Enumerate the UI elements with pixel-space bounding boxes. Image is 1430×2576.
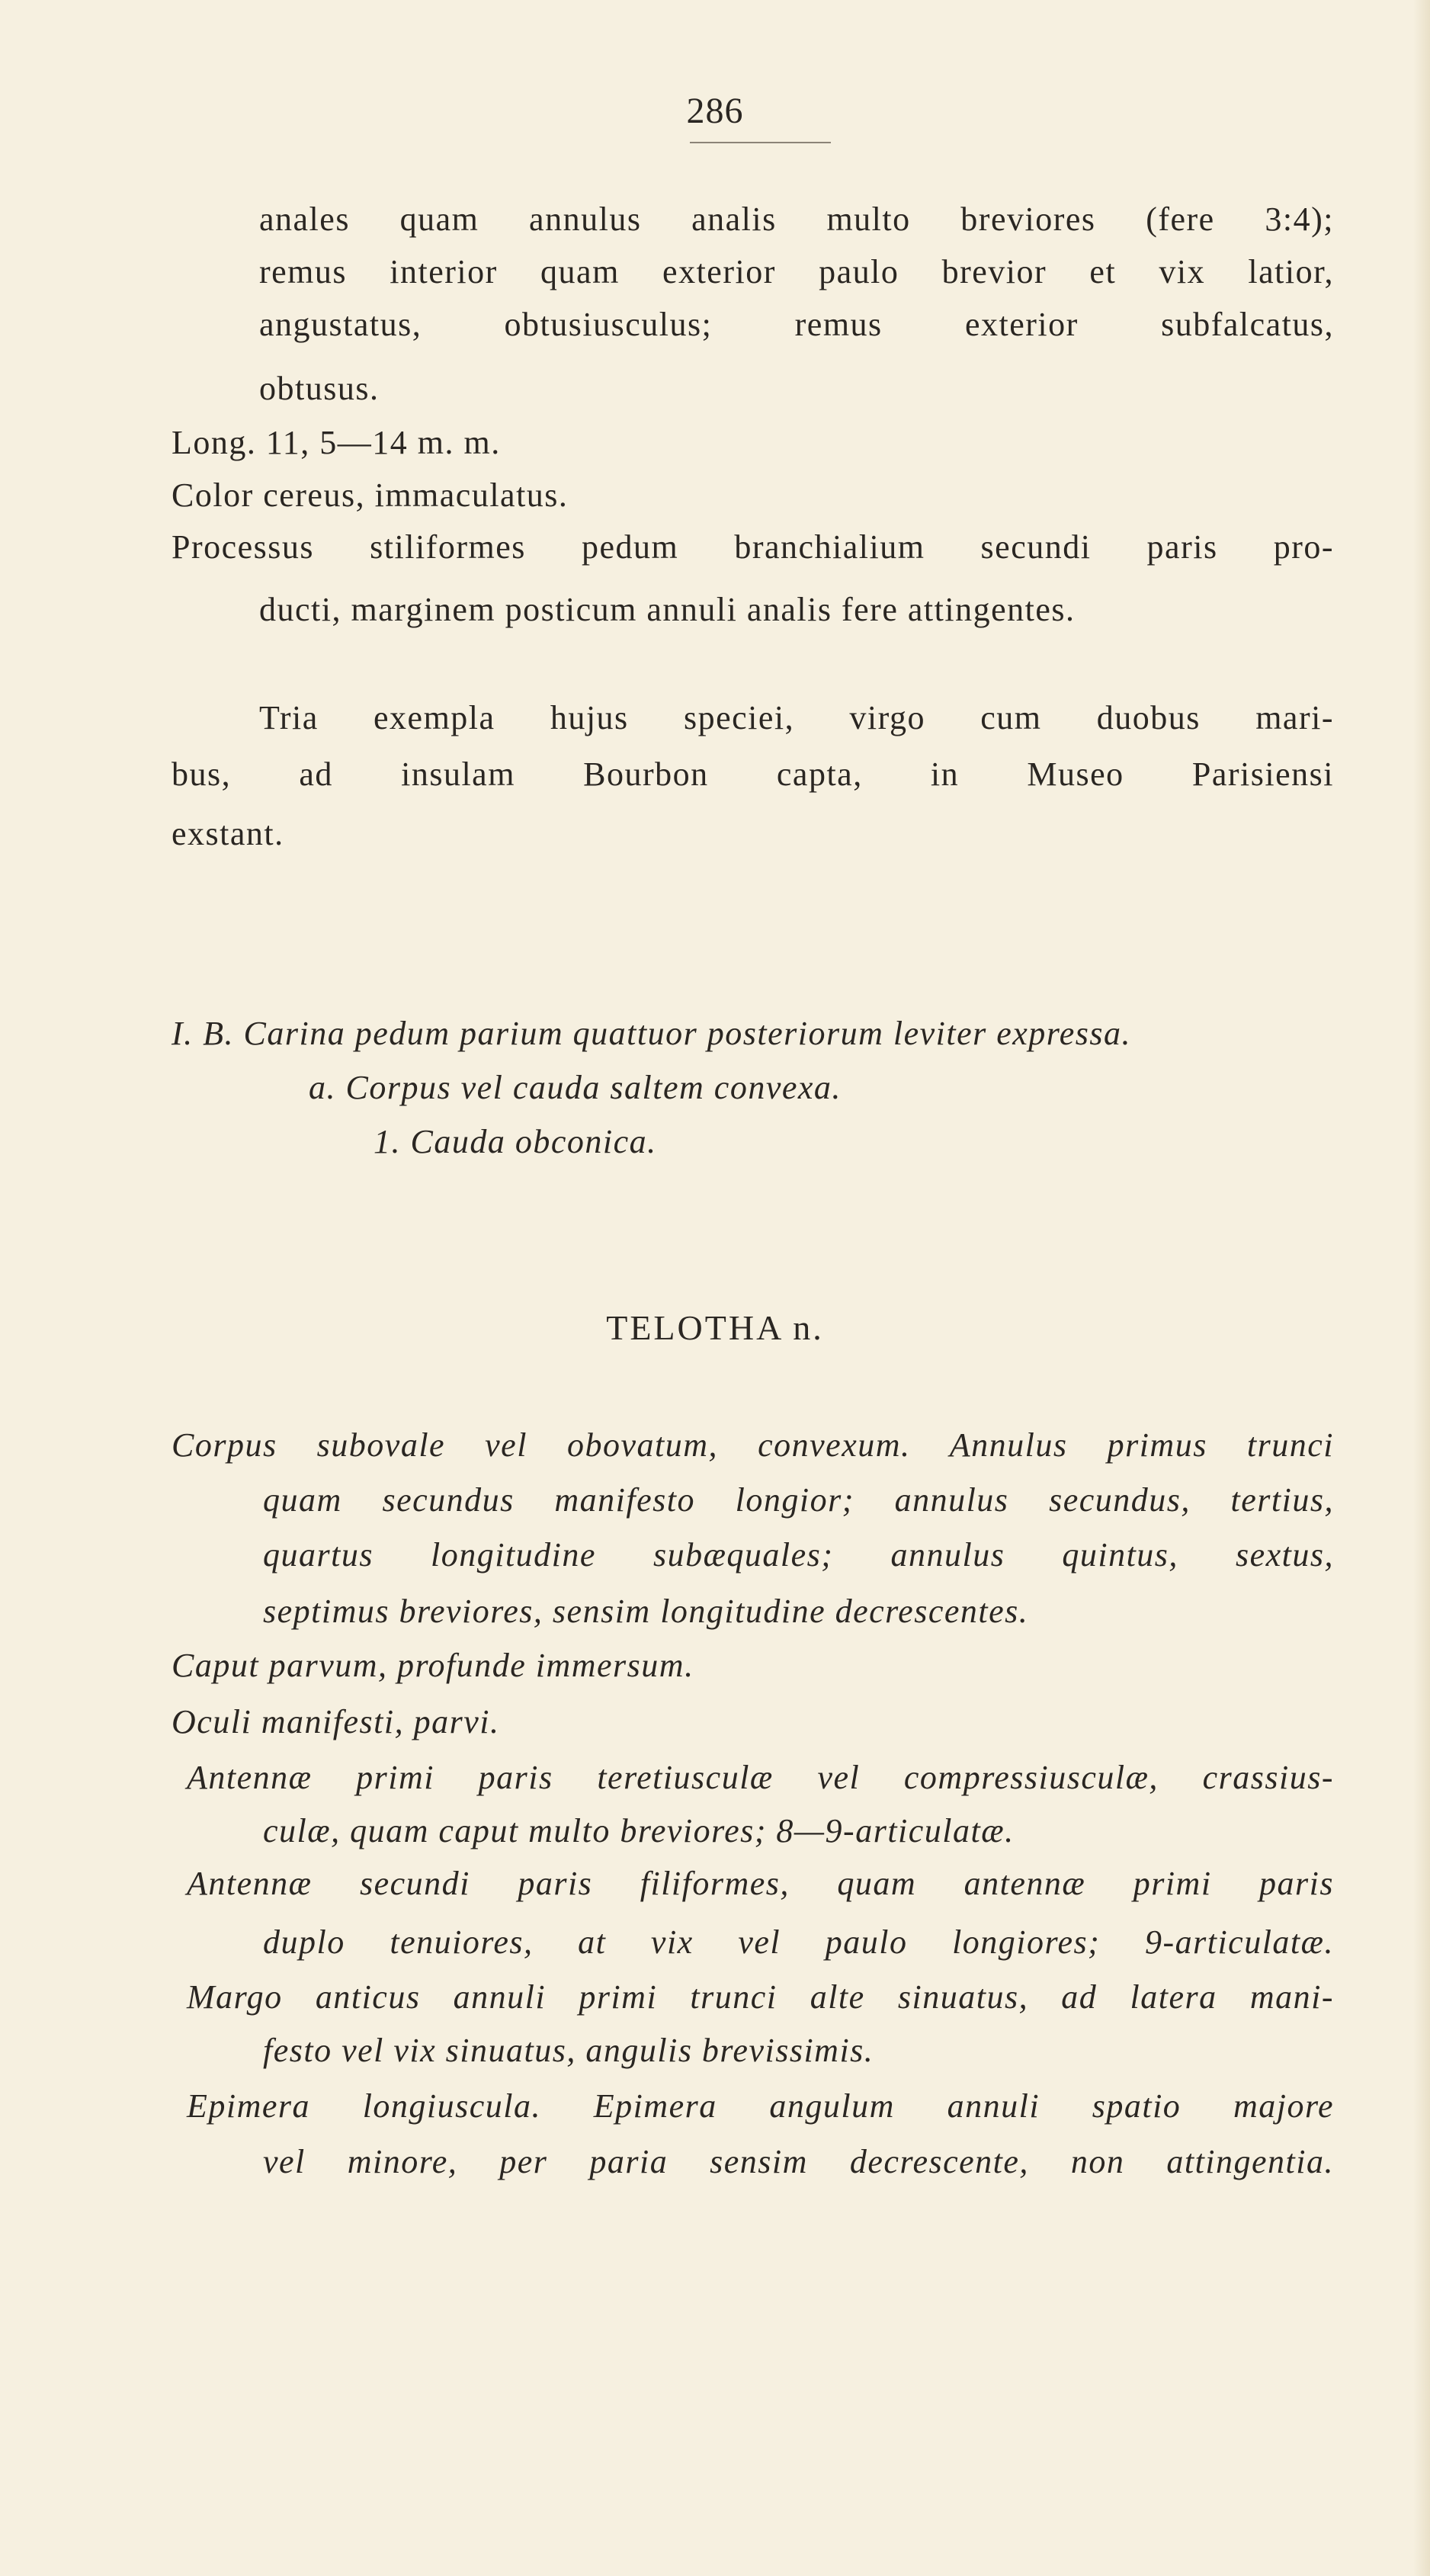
page-edge: [1413, 0, 1430, 2576]
text-line: Processus stiliformes pedum branchialium secundi paris pro-: [172, 528, 1334, 566]
text-line: bus, ad insulam Bourbon capta, in Museo Parisiensi: [172, 755, 1334, 793]
text-line: angustatus, obtusiusculus; remus exterior subfalcatus,: [259, 306, 1334, 343]
description-line: Oculi manifesti, parvi.: [172, 1703, 500, 1740]
page-number-rule: [690, 142, 831, 143]
description-line: quartus longitudine subæquales; annulus quintus, sextus,: [263, 1536, 1334, 1574]
key-line: I. B. Carina pedum parium quattuor posteriorum leviter expressa.: [172, 1015, 1132, 1052]
description-line: septimus breviores, sensim longitudine decrescentes.: [263, 1593, 1029, 1630]
description-line: festo vel vix sinuatus, angulis brevissimis.: [263, 2032, 874, 2069]
description-line: Corpus subovale vel obovatum, convexum. Annulus primus trunci: [172, 1426, 1334, 1464]
description-line: vel minore, per paria sensim decrescente, non attingentia.: [263, 2143, 1334, 2180]
description-line: Margo anticus annuli primi trunci alte sinuatus, ad latera mani-: [187, 1978, 1334, 2016]
text-line: Tria exempla hujus speciei, virgo cum duobus mari-: [259, 699, 1334, 736]
description-line: quam secundus manifesto longior; annulus secundus, tertius,: [263, 1481, 1334, 1519]
text-line: Color cereus, immaculatus.: [172, 476, 569, 514]
key-line: 1. Cauda obconica.: [374, 1123, 657, 1160]
genus-title: TELOTHA n.: [606, 1308, 824, 1347]
text-line: remus interior quam exterior paulo brevior et vix latior,: [259, 253, 1334, 290]
description-line: Antennæ secundi paris filiformes, quam antennæ primi paris: [187, 1865, 1334, 1902]
description-line: culæ, quam caput multo breviores; 8—9-articulatæ.: [263, 1812, 1015, 1849]
text-line: ducti, marginem posticum annuli analis fere attingentes.: [259, 591, 1076, 628]
description-line: Antennæ primi paris teretiusculæ vel compressiusculæ, crassius-: [187, 1759, 1334, 1796]
text-line: obtusus.: [259, 370, 380, 407]
text-line: exstant.: [172, 815, 284, 852]
description-line: Caput parvum, profunde immersum.: [172, 1647, 694, 1684]
page-number: 286: [686, 91, 744, 131]
text-line: anales quam annulus analis multo breviores (fere 3:4);: [259, 200, 1334, 238]
description-line: duplo tenuiores, at vix vel paulo longiores; 9-articulatæ.: [263, 1923, 1334, 1961]
description-line: Epimera longiuscula. Epimera angulum annuli spatio majore: [187, 2087, 1334, 2125]
text-line: Long. 11, 5—14 m. m.: [172, 424, 501, 461]
key-line: a. Corpus vel cauda saltem convexa.: [309, 1069, 842, 1106]
